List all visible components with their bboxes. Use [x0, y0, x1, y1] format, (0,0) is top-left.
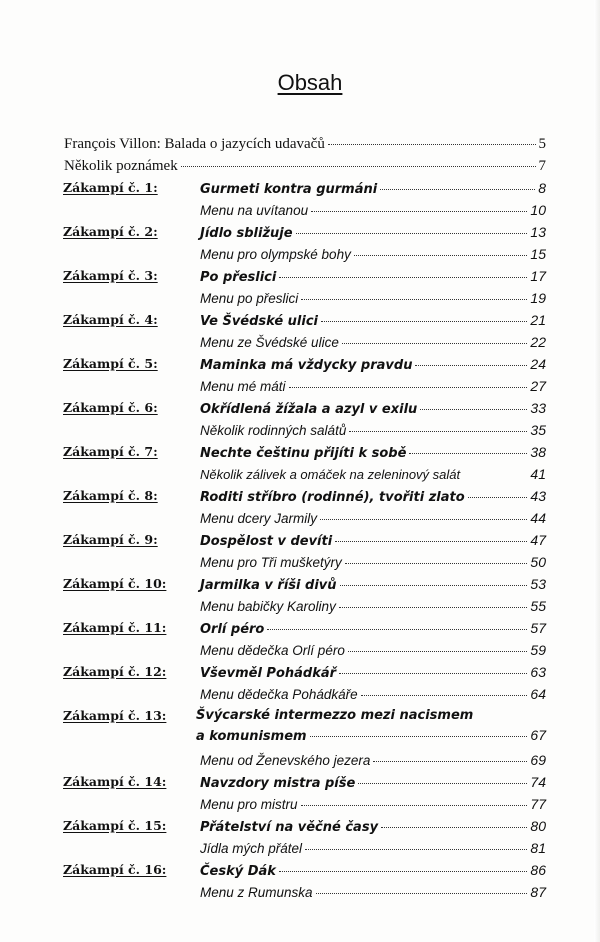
chapter-title: Ve Švédské ulici [200, 314, 319, 329]
dot-leader [380, 189, 535, 190]
chapter-label: Zákampí č. 3: [63, 268, 158, 283]
toc-page-number: 87 [530, 884, 546, 900]
dot-leader [358, 783, 527, 784]
toc-chapter-entry[interactable] [200, 620, 546, 637]
chapter-title: Dospělost v devíti [200, 534, 333, 549]
dot-leader [354, 255, 528, 256]
toc-menu-entry[interactable] [200, 378, 546, 394]
toc-chapter-entry[interactable] [200, 532, 546, 549]
toc-menu-entry[interactable] [200, 554, 546, 570]
dot-leader [409, 453, 527, 454]
toc-page-number: 50 [530, 554, 546, 570]
toc-chapter-entry[interactable] [200, 356, 546, 373]
toc-intro-text: Několik poznámek [64, 158, 178, 174]
toc-intro-text: François Villon: Balada o jazycích udavačů [64, 136, 325, 152]
chapter-title: Přátelství na věčné časy [200, 820, 379, 835]
menu-title: Menu po přeslici [200, 291, 299, 306]
dot-leader [310, 736, 528, 737]
chapter-label: Zákampí č. 10: [63, 576, 167, 591]
dot-leader [373, 761, 527, 762]
toc-page-number: 5 [538, 136, 546, 152]
chapter-title: Okřídlená žížala a azyl v exilu [200, 402, 418, 417]
chapter-label: Zákampí č. 13: [63, 708, 167, 723]
toc-page-number: 21 [530, 312, 546, 328]
toc-page-number: 24 [530, 356, 546, 372]
toc-page-number: 81 [530, 840, 546, 856]
toc-chapter-entry[interactable] [200, 224, 546, 241]
menu-title: Menu dědečka Orlí péro [200, 643, 345, 658]
toc-chapter-entry[interactable] [200, 268, 546, 285]
toc-chapter-entry[interactable] [200, 818, 546, 835]
toc-chapter-entry[interactable] [200, 312, 546, 329]
dot-leader [342, 343, 528, 344]
toc-page-number: 64 [530, 686, 546, 702]
chapter-label: Zákampí č. 8: [63, 488, 158, 503]
chapter-label: Zákampí č. 5: [63, 356, 158, 371]
toc-menu-entry[interactable] [200, 686, 546, 702]
dot-leader [335, 541, 527, 542]
toc-page-number: 59 [530, 642, 546, 658]
chapter-title: Maminka má vždycky pravdu [200, 358, 413, 373]
toc-menu-entry[interactable] [200, 642, 546, 658]
menu-title: Jídla mých přátel [200, 841, 303, 856]
chapter-title: Roditi stříbro (rodinné), tvořiti zlato [200, 490, 465, 505]
toc-intro-entry[interactable] [64, 136, 546, 153]
toc-page-number: 17 [530, 268, 546, 284]
toc-page-number: 10 [530, 202, 546, 218]
dot-leader [361, 695, 528, 696]
menu-title: Menu mé máti [200, 379, 286, 394]
dot-leader [301, 299, 527, 300]
menu-title: Menu pro olympské bohy [200, 247, 351, 262]
dot-leader [316, 893, 528, 894]
toc-page-number: 80 [530, 818, 546, 834]
chapter-label: Zákampí č. 1: [63, 180, 158, 195]
toc-chapter-entry[interactable] [200, 180, 546, 197]
chapter-label: Zákampí č. 11: [63, 620, 167, 635]
toc-menu-entry[interactable] [200, 884, 546, 900]
toc-page-number: 27 [530, 378, 546, 394]
toc-page-number: 22 [530, 334, 546, 350]
menu-title: Menu pro mistru [200, 797, 298, 812]
menu-title: Menu dcery Jarmily [200, 511, 318, 526]
toc-page-number: 41 [530, 466, 546, 482]
chapter-title-line-2: a komunismem [196, 729, 307, 744]
chapter-label: Zákampí č. 14: [63, 774, 167, 789]
toc-menu-entry[interactable] [200, 840, 546, 856]
toc-chapter-entry[interactable] [200, 664, 546, 681]
toc-page-number: 77 [530, 796, 546, 812]
chapter-label: Zákampí č. 4: [63, 312, 158, 327]
toc-page-number: 74 [530, 774, 546, 790]
dot-leader [279, 871, 527, 872]
dot-leader [279, 277, 527, 278]
toc-menu-entry[interactable] [200, 796, 546, 812]
chapter-title: Po přeslici [200, 270, 277, 285]
toc-page-number: 13 [530, 224, 546, 240]
dot-leader [345, 563, 528, 564]
toc-chapter-entry[interactable] [200, 774, 546, 791]
dot-leader [296, 233, 528, 234]
dot-leader [349, 431, 527, 432]
dot-leader [339, 607, 528, 608]
toc-page-number: 69 [530, 752, 546, 768]
menu-title: Menu od Ženevského jezera [200, 753, 371, 768]
page-edge-shadow [594, 0, 600, 942]
toc-intro-entry[interactable] [64, 158, 546, 175]
toc-menu-entry[interactable] [200, 510, 546, 526]
toc-menu-entry[interactable] [200, 334, 546, 350]
dot-leader [289, 387, 528, 388]
chapter-title: Navzdory mistra píše [200, 776, 356, 791]
chapter-label: Zákampí č. 2: [63, 224, 158, 239]
toc-page-number: 53 [530, 576, 546, 592]
menu-title: Menu dědečka Pohádkáře [200, 687, 358, 702]
toc-page-number: 67 [530, 727, 546, 743]
menu-title: Menu na uvítanou [200, 203, 309, 218]
page-title: Obsah [277, 70, 343, 95]
toc-page-number: 33 [530, 400, 546, 416]
chapter-label: Zákampí č. 7: [63, 444, 158, 459]
dot-leader [305, 849, 527, 850]
toc-page-number: 35 [530, 422, 546, 438]
chapter-label: Zákampí č. 9: [63, 532, 158, 547]
toc-menu-entry[interactable] [200, 202, 546, 218]
dot-leader [311, 211, 527, 212]
chapter-label: Zákampí č. 15: [63, 818, 167, 833]
toc-menu-entry[interactable] [200, 752, 546, 768]
toc-menu-entry[interactable] [200, 246, 546, 262]
chapter-title: Jarmilka v říši divů [200, 578, 337, 593]
toc-menu-entry[interactable] [200, 422, 546, 438]
toc-chapter-entry[interactable] [200, 444, 546, 461]
chapter-title: Český Dák [200, 864, 276, 879]
menu-title: Menu babičky Karoliny [200, 599, 336, 614]
dot-leader [339, 673, 527, 674]
toc-chapter-entry[interactable] [200, 576, 546, 593]
toc-page-number: 55 [530, 598, 546, 614]
menu-title: Menu pro Tři mušketýry [200, 555, 342, 570]
chapter-title: Nechte češtinu přijíti k sobě [200, 446, 407, 461]
dot-leader [320, 519, 527, 520]
chapter-title-line-1: Švýcarské intermezzo mezi nacismem [196, 708, 474, 723]
dot-leader [340, 585, 528, 586]
toc-page-number: 7 [538, 158, 546, 174]
dot-leader [328, 144, 536, 145]
toc-page-number: 57 [530, 620, 546, 636]
dot-leader [468, 497, 528, 498]
dot-leader [381, 827, 527, 828]
toc-chapter-entry[interactable] [200, 862, 546, 879]
toc-page-number: 63 [530, 664, 546, 680]
toc-page-number: 19 [530, 290, 546, 306]
dot-leader [348, 651, 528, 652]
toc-menu-entry[interactable] [200, 466, 546, 482]
menu-title: Několik rodinných salátů [200, 423, 347, 438]
toc-chapter-entry[interactable] [196, 708, 546, 744]
toc-page-number: 15 [530, 246, 546, 262]
dot-leader [415, 365, 527, 366]
toc-page-number: 38 [530, 444, 546, 460]
toc-menu-entry[interactable] [200, 290, 546, 306]
toc-chapter-entry[interactable] [200, 488, 546, 505]
toc-page-number: 44 [530, 510, 546, 526]
toc-chapter-entry[interactable] [200, 400, 546, 417]
toc-menu-entry[interactable] [200, 598, 546, 614]
dot-leader [267, 629, 527, 630]
chapter-title: Gurmeti kontra gurmáni [200, 182, 378, 197]
dot-leader [301, 805, 528, 806]
menu-title: Několik zálivek a omáček na zeleninový salát [200, 467, 461, 482]
toc-page-number: 47 [530, 532, 546, 548]
toc-page-number: 8 [538, 180, 546, 196]
menu-title: Menu ze Švédské ulice [200, 335, 339, 350]
toc-page-number: 43 [530, 488, 546, 504]
chapter-title: Orlí péro [200, 622, 265, 637]
menu-title: Menu z Rumunska [200, 885, 313, 900]
toc-page-number: 86 [530, 862, 546, 878]
chapter-label: Zákampí č. 12: [63, 664, 167, 679]
chapter-title: Jídlo sbližuje [200, 226, 293, 241]
dot-leader [420, 409, 527, 410]
dot-leader [181, 166, 536, 167]
chapter-label: Zákampí č. 16: [63, 862, 167, 877]
dot-leader [321, 321, 527, 322]
chapter-title: Vševměl Pohádkář [200, 666, 337, 681]
chapter-label: Zákampí č. 6: [63, 400, 158, 415]
